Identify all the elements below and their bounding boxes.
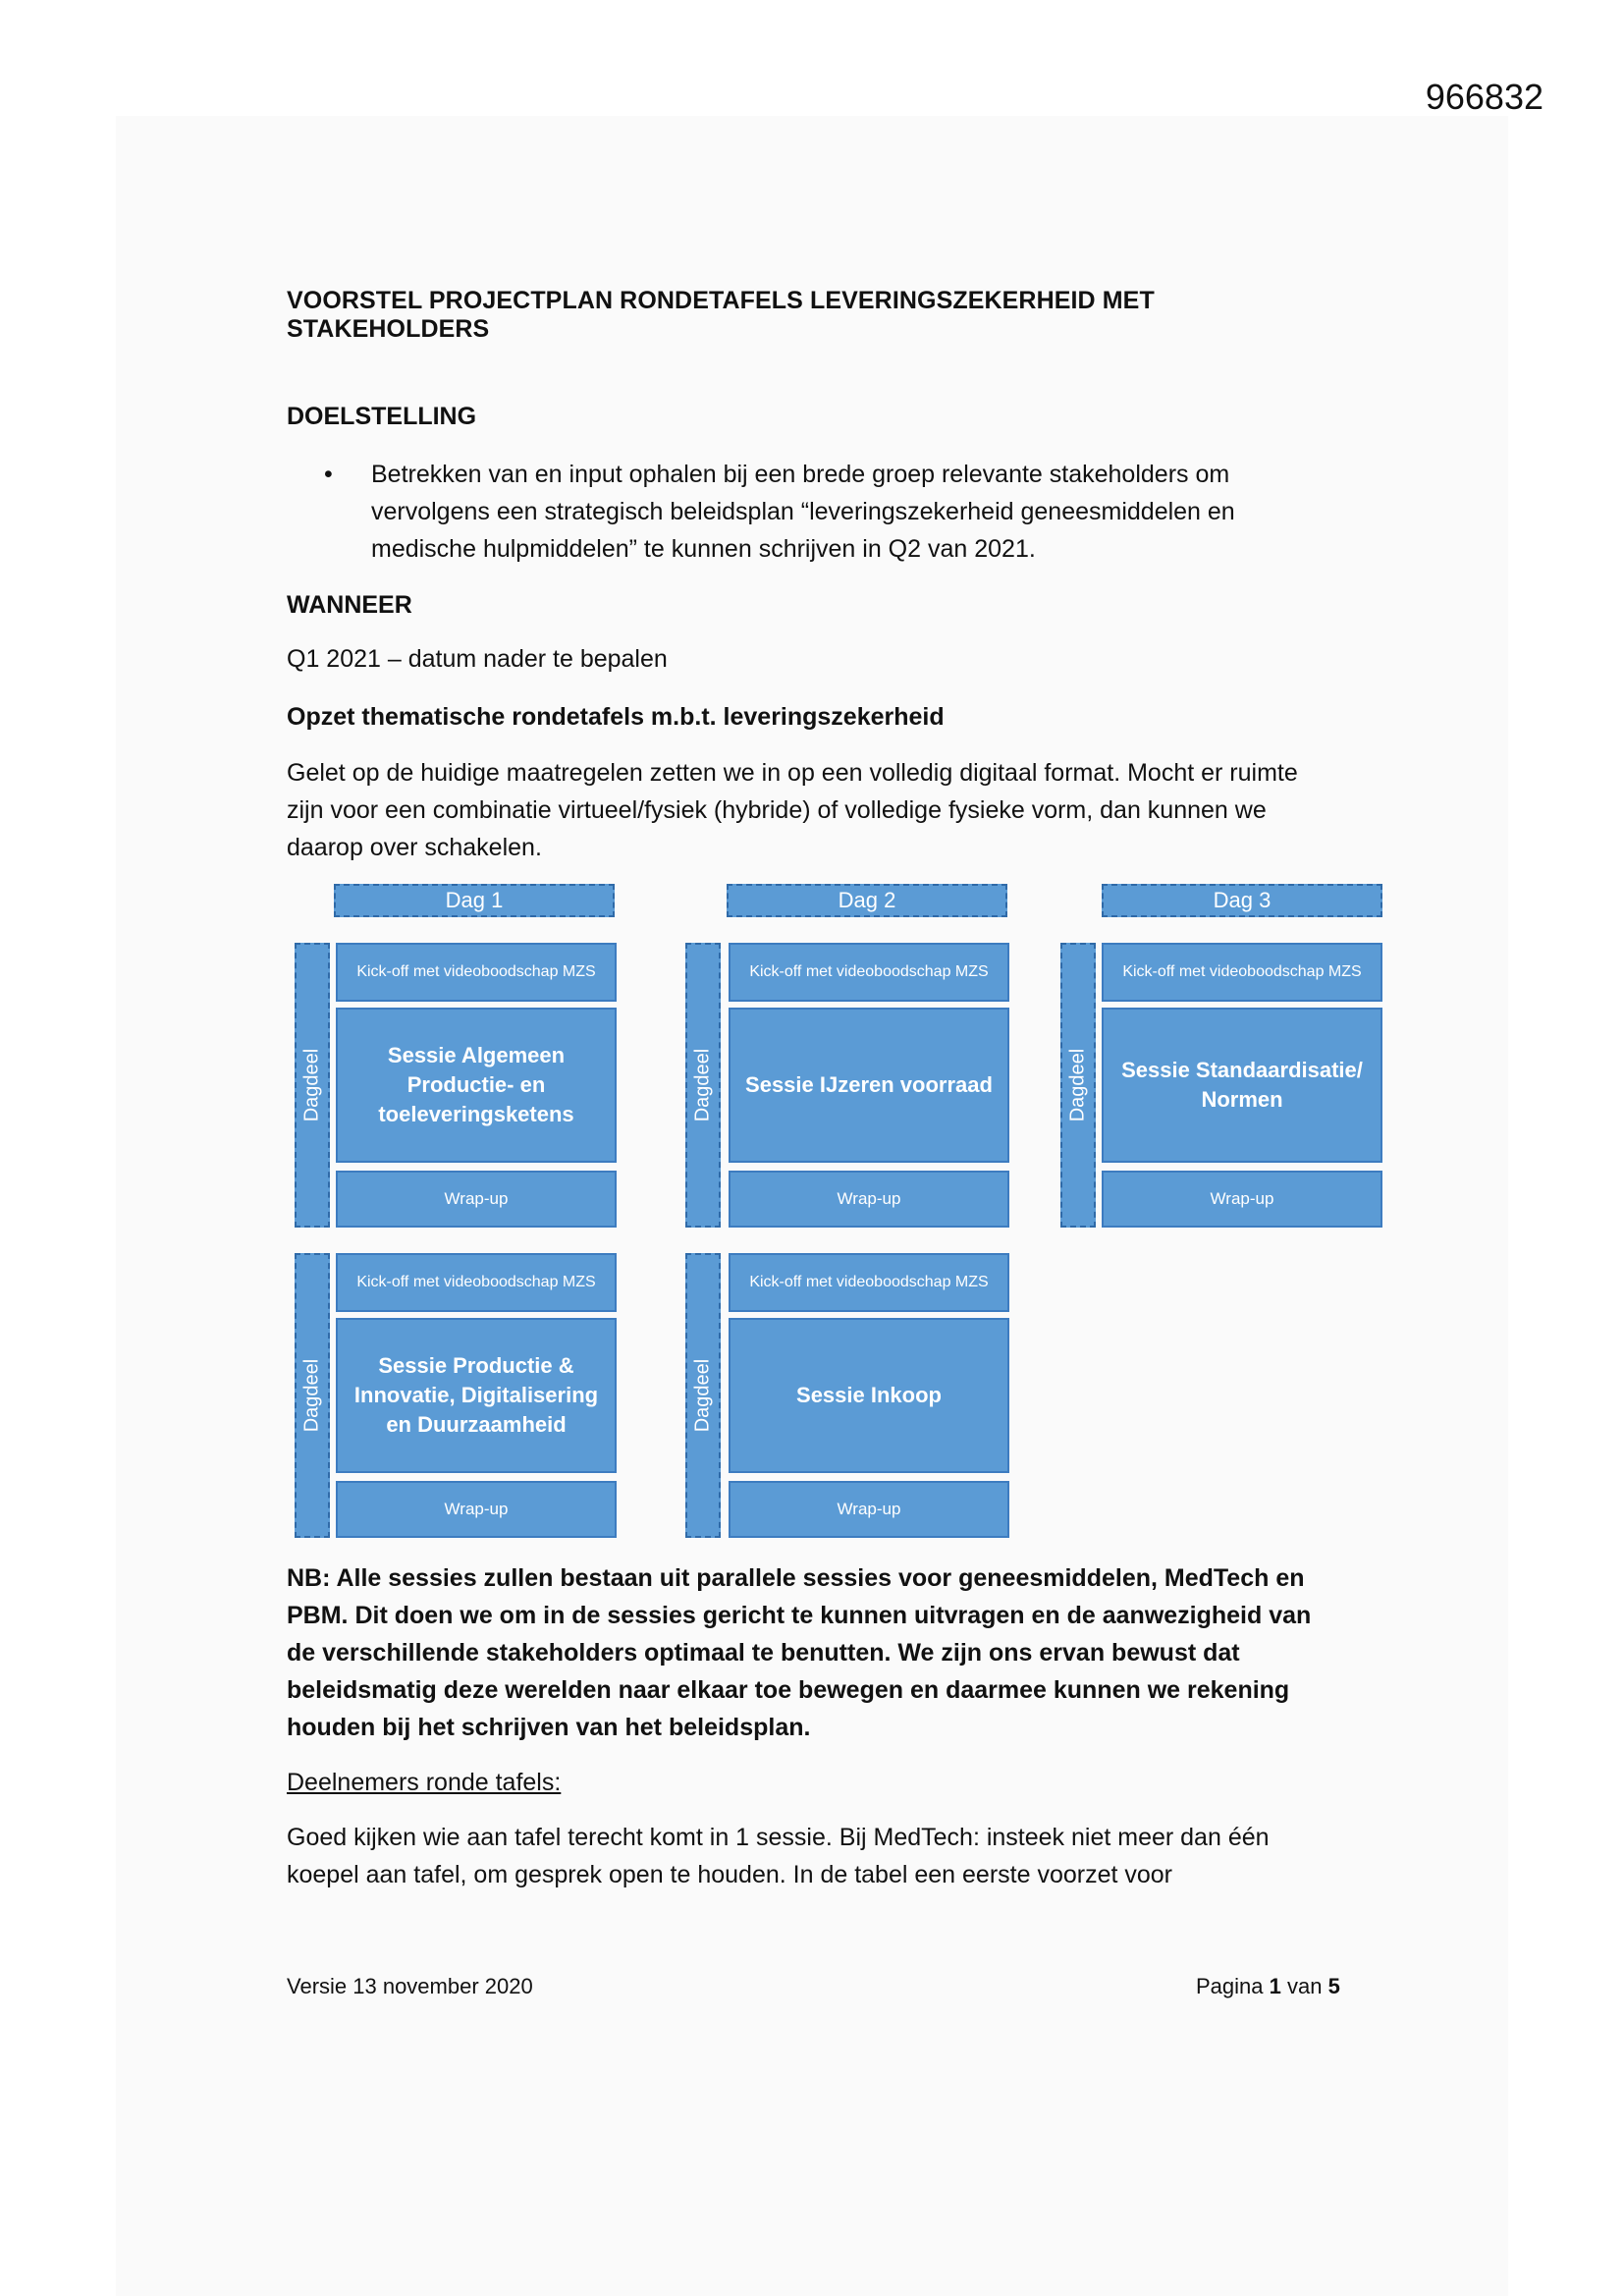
session-box: Sessie IJzeren voorraad [729,1008,1009,1163]
wrapup-box: Wrap-up [729,1481,1009,1538]
day-header-2: Dag 2 [727,884,1007,917]
dagdeel-label [295,943,330,1228]
wanneer-text: Q1 2021 – datum nader te bepalen [287,645,668,673]
kickoff-box: Kick-off met videoboodschap MZS [336,1253,617,1312]
deelnemers-text: Goed kijken wie aan tafel terecht komt in 1 sessie. Bij MedTech: insteek niet meer dan één koepel aan tafel, om gesprek open te houden. In de tabel een eerste voorzet voor [287,1824,1270,1888]
footer-version: Versie 13 november 2020 [287,1974,533,1998]
kickoff-box: Kick-off met videoboodschap MZS [729,1253,1009,1312]
day-header-3: Dag 3 [1102,884,1382,917]
nb-note: NB: Alle sessies zullen bestaan uit parallele sessies voor geneesmiddelen, MedTech en PBM. Dit doen we om in de sessies gericht te kunnen uitvragen en de aanwezigheid van de verschillende stakeholders optimaal te benutten. We zijn ons ervan bewust dat beleidsmatig deze werelden naar elkaar toe bewegen en daarmee kunnen we rekening houden bij het schrijven van het beleidsplan. [287,1564,1312,1741]
kickoff-box: Kick-off met videoboodschap MZS [1102,943,1382,1002]
opzet-text: Gelet op de huidige maatregelen zetten we in op een volledig digitaal format. Mocht er ruimte zijn voor een combinatie virtueel/fysiek (hybride) of volledige fysieke vorm, dan kunnen we daarop over schakelen. [287,759,1298,861]
day-header-1: Dag 1 [334,884,615,917]
opzet-heading: Opzet thematische rondetafels m.b.t. leveringszekerheid [287,703,945,731]
session-box: Sessie Algemeen Productie- en toeleveringsketens [336,1008,617,1163]
dagdeel-text: Dagdeel [691,1358,714,1433]
session-box: Sessie Productie & Innovatie, Digitalisering en Duurzaamheid [336,1318,617,1473]
footer-page-number [1196,1974,1340,1999]
dagdeel-text: Dagdeel [1066,1048,1089,1122]
wrapup-box: Wrap-up [1102,1171,1382,1228]
dagdeel-text: Dagdeel [300,1048,323,1122]
session-diagram [285,884,1394,1542]
kickoff-box: Kick-off met videoboodschap MZS [729,943,1009,1002]
doelstelling-heading: DOELSTELLING [287,403,477,430]
page-prefix: Pagina [1196,1974,1264,1998]
wanneer-heading: WANNEER [287,591,412,619]
dagdeel-label [295,1253,330,1538]
wrapup-box: Wrap-up [336,1171,617,1228]
session-box: Sessie Standaardisatie/ Normen [1102,1008,1382,1163]
page-current: 1 [1269,1974,1281,1998]
dagdeel-label [685,943,721,1228]
dagdeel-text: Dagdeel [300,1358,323,1433]
page-total: 5 [1327,1974,1340,1998]
document-id: 966832 [1425,77,1543,117]
wrapup-box: Wrap-up [336,1481,617,1538]
dagdeel-text: Dagdeel [691,1048,714,1122]
session-box: Sessie Inkoop [729,1318,1009,1473]
document-title: VOORSTEL PROJECTPLAN RONDETAFELS LEVERINGSZEKERHEID MET STAKEHOLDERS [287,287,1155,343]
page-mid: van [1287,1974,1323,1998]
dagdeel-label [685,1253,721,1538]
bullet-icon: • [324,461,333,488]
dagdeel-label [1060,943,1096,1228]
kickoff-box: Kick-off met videoboodschap MZS [336,943,617,1002]
doelstelling-text: Betrekken van en input ophalen bij een brede groep relevante stakeholders om vervolgens een strategisch beleidsplan “leveringszekerheid geneesmiddelen en medische hulpmiddelen” te kunnen schrijven in Q2 van 2021. [371,461,1235,563]
wrapup-box: Wrap-up [729,1171,1009,1228]
deelnemers-heading: Deelnemers ronde tafels: [287,1769,562,1796]
